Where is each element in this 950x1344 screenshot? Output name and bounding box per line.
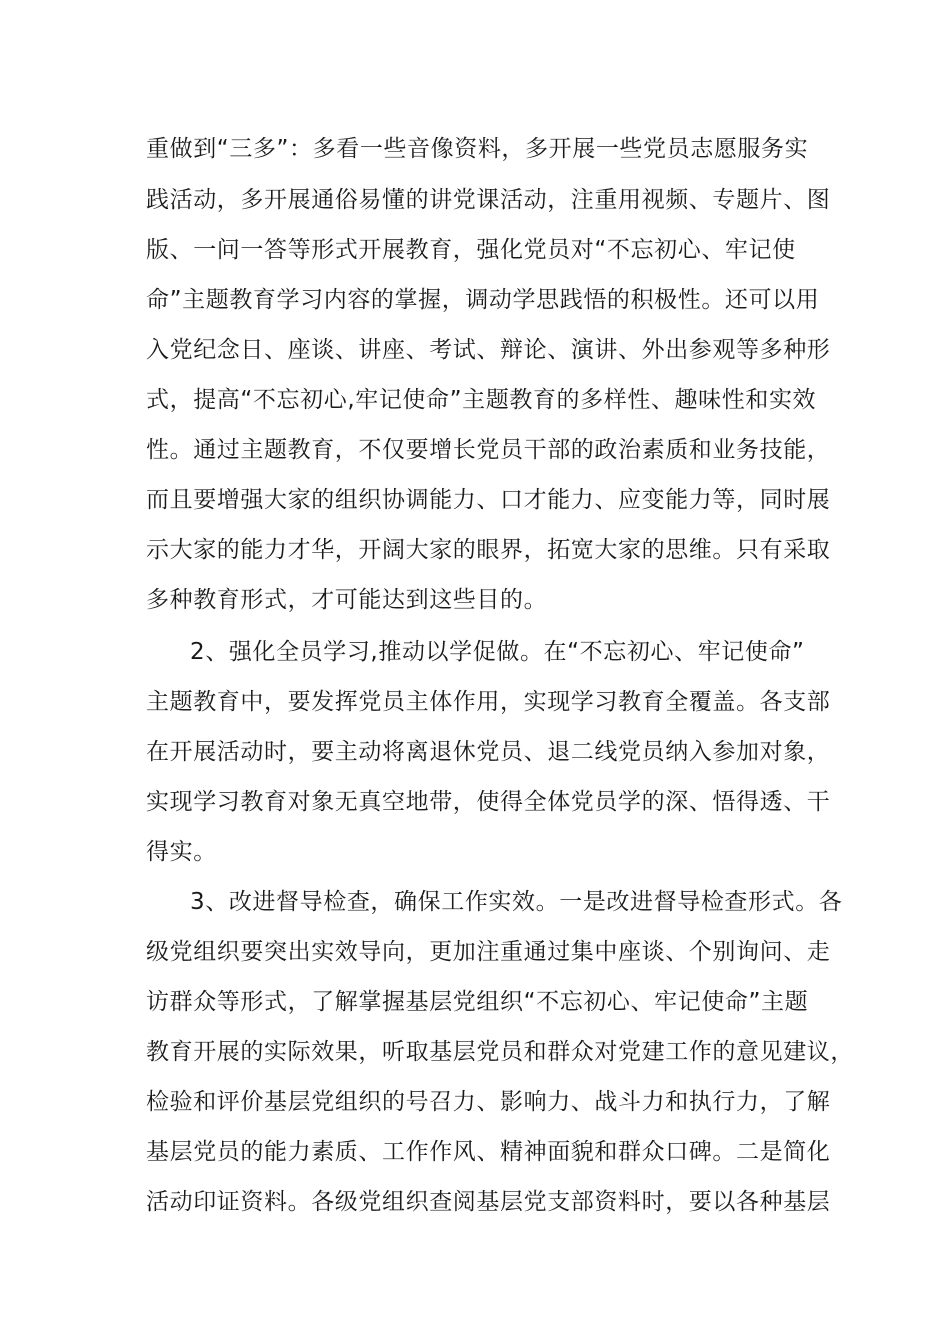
text-line: 践活动，多开展通俗易懂的讲党课活动，注重用视频、专题片、图 [146, 187, 831, 213]
paragraph-2-first-line: 2、强化全员学习,推动以学促做。在“不忘初心、牢记使命” [190, 639, 805, 665]
text-line: 命”主题教育学习内容的掌握，调动学思践悟的积极性。还可以用 [146, 287, 820, 313]
text-line: 重做到“三多”：多看一些音像资料，多开展一些党员志愿服务实 [146, 136, 809, 162]
text-line: 式，提高“不忘初心,牢记使命”主题教育的多样性、趣味性和实效 [146, 387, 817, 413]
text-line: 在开展活动时，要主动将离退休党员、退二线党员纳入参加对象， [146, 739, 831, 765]
text-line: 基层党员的能力素质、工作作风、精神面貌和群众口碑。二是简化 [146, 1139, 831, 1165]
text-line: 而且要增强大家的组织协调能力、口才能力、应变能力等，同时展 [146, 487, 831, 513]
text-line: 入党纪念日、座谈、讲座、考试、辩论、演讲、外出参观等多种形 [146, 337, 831, 363]
text-line: 得实。 [146, 839, 217, 865]
text-line: 教育开展的实际效果，听取基层党员和群众对党建工作的意见建议， [146, 1039, 854, 1065]
text-line: 检验和评价基层党组织的号召力、影响力、战斗力和执行力，了解 [146, 1089, 831, 1115]
text-line: 活动印证资料。各级党组织查阅基层党支部资料时，要以各种基层 [146, 1189, 831, 1215]
text-line: 实现学习教育对象无真空地带，使得全体党员学的深、悟得透、干 [146, 789, 831, 815]
text-line: 版、一问一答等形式开展教育，强化党员对“不忘初心、牢记使 [146, 237, 796, 263]
text-line: 主题教育中，要发挥党员主体作用，实现学习教育全覆盖。各支部 [146, 689, 831, 715]
text-line: 多种教育形式，才可能达到这些目的。 [146, 587, 548, 613]
text-line: 性。通过主题教育，不仅要增长党员干部的政治素质和业务技能， [146, 437, 831, 463]
text-line: 级党组织要突出实效导向，更加注重通过集中座谈、个别询问、走 [146, 939, 831, 965]
text-line: 示大家的能力才华，开阔大家的眼界，拓宽大家的思维。只有采取 [146, 537, 831, 563]
paragraph-3-first-line: 3、改进督导检查，确保工作实效。一是改进督导检查形式。各 [190, 889, 843, 915]
text-line: 访群众等形式，了解掌握基层党组织“不忘初心、牢记使命”主题 [146, 989, 809, 1015]
